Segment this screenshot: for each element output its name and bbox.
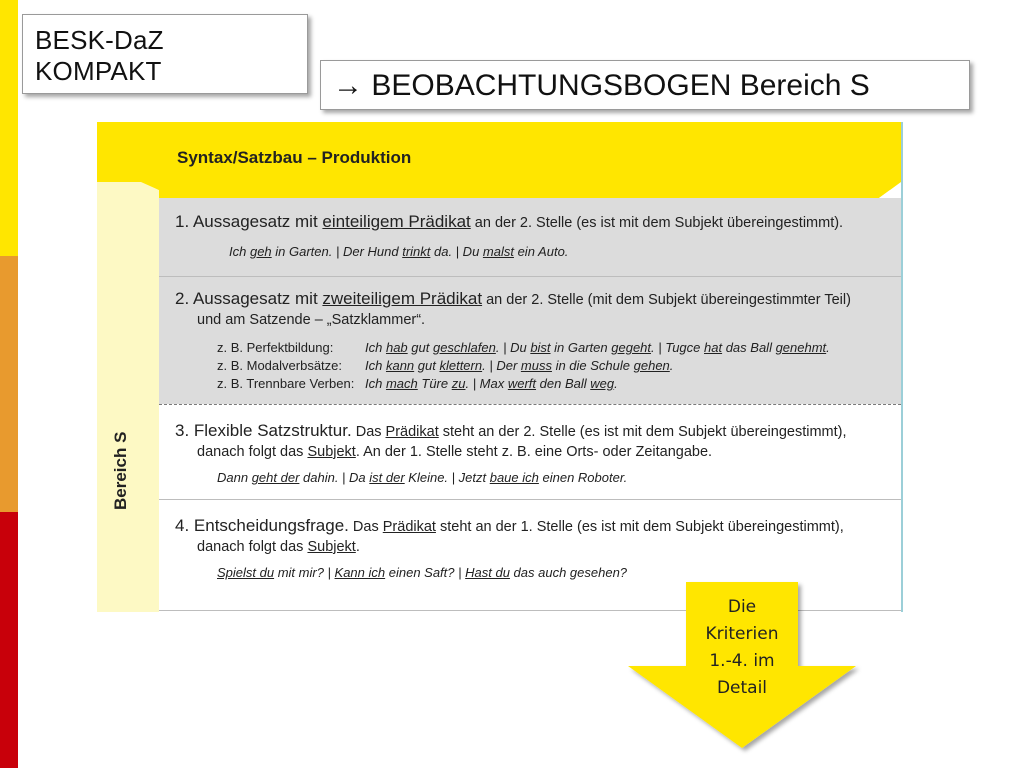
criterion-1-text: 1. Aussagesatz mit einteiligem Prädikat an der 2. Stelle (es ist mit dem Subjekt übereingestimmt). [175, 212, 844, 231]
slide-title-box [320, 60, 970, 110]
criterion-1-examples: Ich geh in Garten. | Der Hund trinkt da. | Du malst ein Auto. [229, 244, 569, 259]
criterion-4-line2: danach folgt das Subjekt. [197, 539, 360, 555]
criterion-4-text: 4. Entscheidungsfrage. Das Prädikat steht an der 1. Stelle (es ist mit dem Subjekt übereingestimmt), [175, 516, 844, 535]
program-tag-box [22, 14, 308, 94]
sheet-header-notch [97, 182, 901, 198]
accent-strip-yellow [0, 0, 18, 256]
accent-strip-orange [0, 256, 18, 512]
observation-sheet [97, 122, 903, 612]
sheet-header [97, 122, 901, 190]
criterion-3 [159, 406, 901, 498]
criterion-2-examples [217, 340, 830, 394]
criterion-2-text: 2. Aussagesatz mit zweiteiligem Prädikat an der 2. Stelle (mit dem Subjekt übereingestimmter Teil) [175, 289, 851, 308]
criterion-1 [159, 198, 901, 276]
accent-strip-red [0, 512, 18, 768]
sheet-title: Syntax/Satzbau – Produktion [177, 148, 412, 167]
divider [159, 404, 901, 405]
criterion-3-line2: danach folgt das Subjekt. An der 1. Stelle steht z. B. eine Orts- oder Zeitangabe. [197, 444, 713, 460]
criterion-2-line2: und am Satzende – „Satzklammer“. [197, 312, 426, 328]
side-label: Bereich S [111, 431, 130, 510]
criteria-detail-callout [686, 582, 798, 712]
example-row: z. B. Trennbare Verben: Ich mach Türe zu. | Max werft den Ball weg. [217, 376, 618, 391]
example-row: z. B. Perfektbildung: Ich hab gut geschlafen. | Du bist in Garten gegeht. | Tugce hat das Ball genehmt. [217, 340, 830, 355]
criterion-3-text: 3. Flexible Satzstruktur. Das Prädikat steht an der 2. Stelle (es ist mit dem Subjekt übereingestimmt), [175, 421, 847, 440]
side-band [97, 190, 159, 612]
slide-title: → BEOBACHTUNGSBOGEN Bereich S [333, 69, 870, 102]
example-row: z. B. Modalverbsätze: Ich kann gut klettern. | Der muss in die Schule gehen. [217, 358, 674, 373]
criterion-3-examples: Dann geht der dahin. | Da ist der Kleine. | Jetzt baue ich einen Roboter. [217, 470, 628, 485]
program-tag: BESK-DaZ KOMPAKT [35, 25, 164, 86]
callout-text: Die Kriterien 1.-4. im Detail [705, 597, 779, 698]
criterion-4-examples: Spielst du mit mir? | Kann ich einen Saft? | Hast du das auch gesehen? [217, 565, 628, 580]
